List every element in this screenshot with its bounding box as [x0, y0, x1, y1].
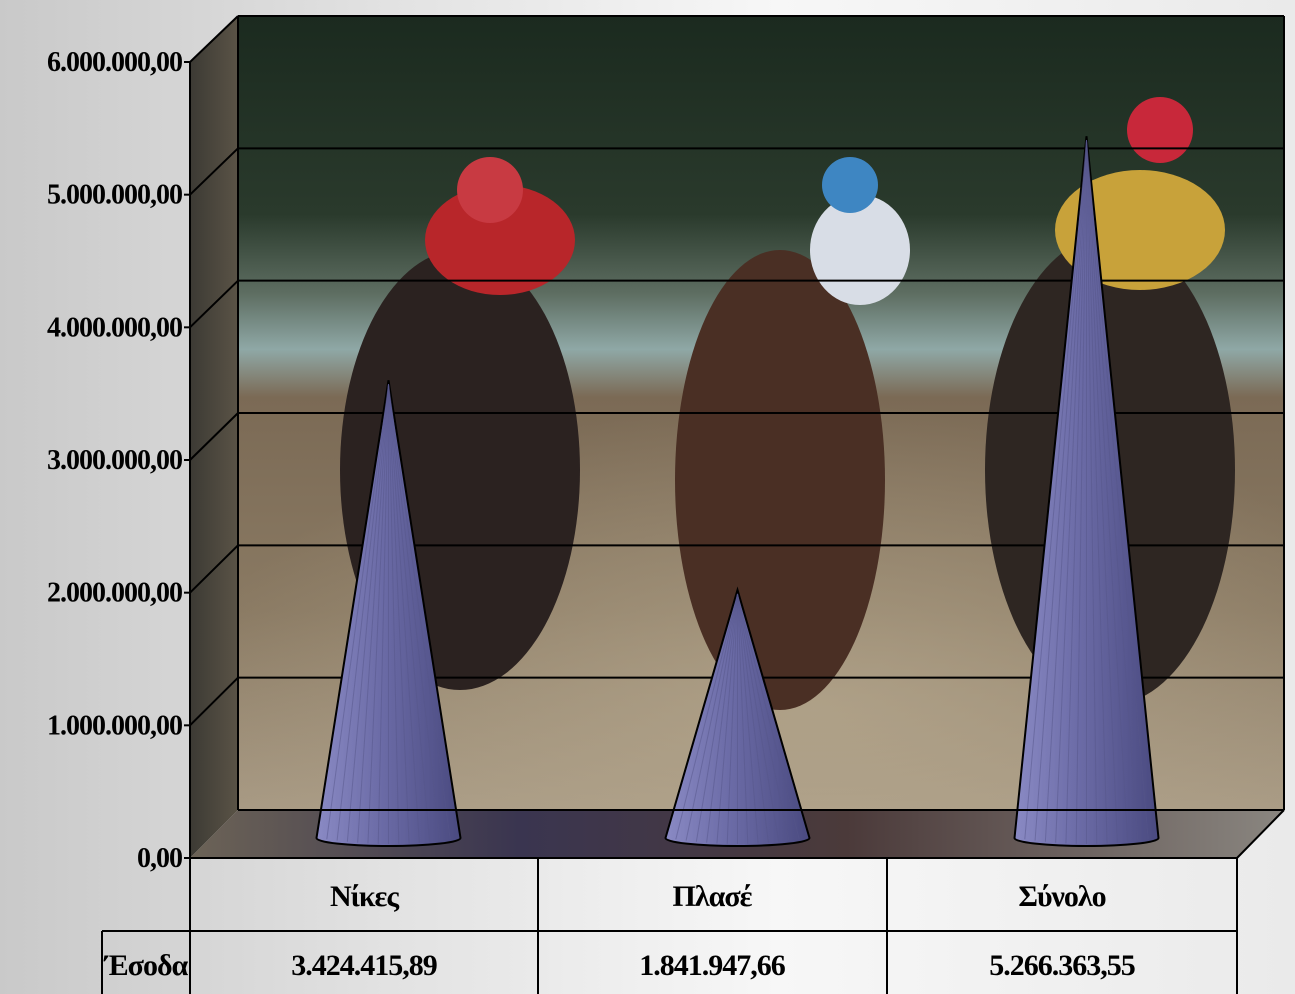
- y-tick-label: 3.000.000,00: [47, 445, 182, 476]
- table-cell-place: 1.841.947,66: [639, 949, 785, 982]
- y-tick-label: 6.000.000,00: [47, 47, 182, 78]
- y-tick-label: 0,00: [137, 843, 182, 874]
- table-cell-total: 5.266.363,55: [989, 949, 1135, 982]
- table-col-header-total: Σύνολο: [1018, 880, 1106, 913]
- y-tick-label: 4.000.000,00: [47, 312, 182, 344]
- table-col-header-place: Πλασέ: [672, 880, 752, 913]
- data-table: [102, 858, 1237, 994]
- table-row-header: Έσοδα: [104, 949, 188, 982]
- y-tick-label: 2.000.000,00: [47, 577, 182, 609]
- y-tick-label: 1.000.000,00: [47, 710, 182, 742]
- table-col-header-wins: Νίκες: [329, 880, 399, 913]
- y-tick-label: 5.000.000,00: [47, 179, 182, 211]
- y-axis: [47, 47, 190, 874]
- table-cell-wins: 3.424.415,89: [291, 949, 437, 982]
